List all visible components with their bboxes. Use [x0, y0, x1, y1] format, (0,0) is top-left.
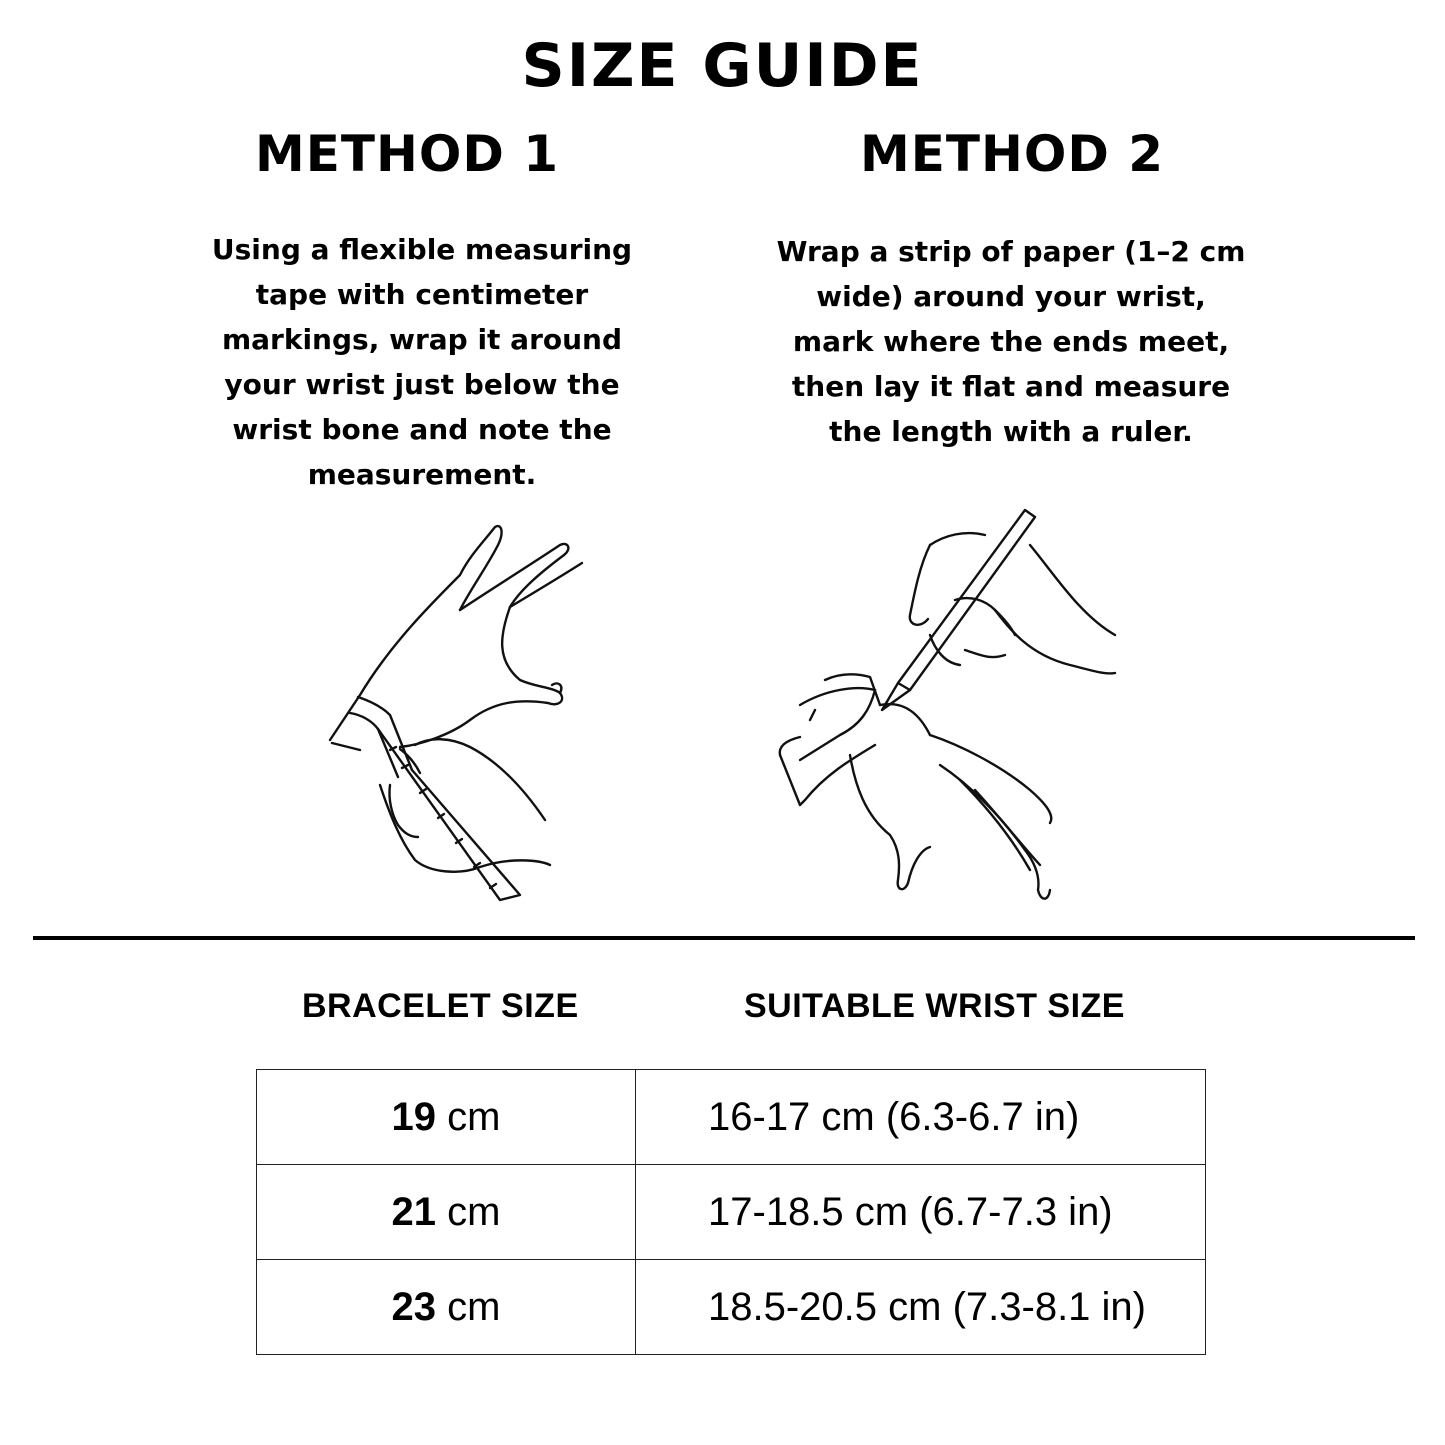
table-row — [257, 1165, 1206, 1260]
wrist-size-cell: 17-18.5 cm (6.7-7.3 in) — [636, 1165, 1206, 1260]
method-1-line: your wrist just below the — [224, 368, 620, 401]
measuring-tape-hand-illustration — [320, 515, 570, 915]
bracelet-size-cell — [257, 1165, 636, 1260]
method-1-line: wrist bone and note the — [232, 413, 612, 446]
paper-strip-hand-illustration — [770, 505, 1130, 915]
bracelet-size-value: 23 — [391, 1284, 437, 1329]
method-2-line: Wrap a strip of paper (1–2 cm — [776, 235, 1246, 268]
method-2-line: the length with a ruler. — [829, 415, 1193, 448]
method-2-line: mark where the ends meet, — [792, 325, 1230, 358]
bracelet-size-value: 19 — [391, 1094, 437, 1139]
wrist-size-cell: 18.5-20.5 cm (7.3-8.1 in) — [636, 1260, 1206, 1355]
size-table — [256, 1069, 1206, 1355]
bracelet-size-unit: cm — [436, 1094, 501, 1139]
method-1-line: measurement. — [307, 458, 537, 491]
method-2-line: then lay it flat and measure — [791, 370, 1231, 403]
wrist-size-cell: 16-17 cm (6.3-6.7 in) — [636, 1070, 1206, 1165]
method-1-line: markings, wrap it around — [221, 323, 623, 356]
bracelet-size-unit: cm — [436, 1189, 501, 1234]
table-row — [257, 1070, 1206, 1165]
bracelet-size-unit: cm — [436, 1284, 501, 1329]
method-1-line: tape with centimeter — [255, 278, 589, 311]
bracelet-size-cell — [257, 1070, 636, 1165]
bracelet-size-header: BRACELET SIZE — [302, 987, 579, 1025]
method-1-instructions — [142, 227, 702, 497]
wrist-size-header: SUITABLE WRIST SIZE — [744, 987, 1125, 1025]
method-2-instructions — [731, 229, 1291, 454]
bracelet-size-value: 21 — [391, 1189, 437, 1234]
page-title: SIZE GUIDE — [521, 31, 924, 101]
table-row — [257, 1260, 1206, 1355]
method-1-line: Using a flexible measuring — [211, 233, 633, 266]
method-2-heading: METHOD 2 — [859, 125, 1165, 183]
method-2-line: wide) around your wrist, — [816, 280, 1206, 313]
method-1-heading: METHOD 1 — [254, 125, 560, 183]
bracelet-size-cell — [257, 1260, 636, 1355]
section-divider — [33, 936, 1415, 940]
